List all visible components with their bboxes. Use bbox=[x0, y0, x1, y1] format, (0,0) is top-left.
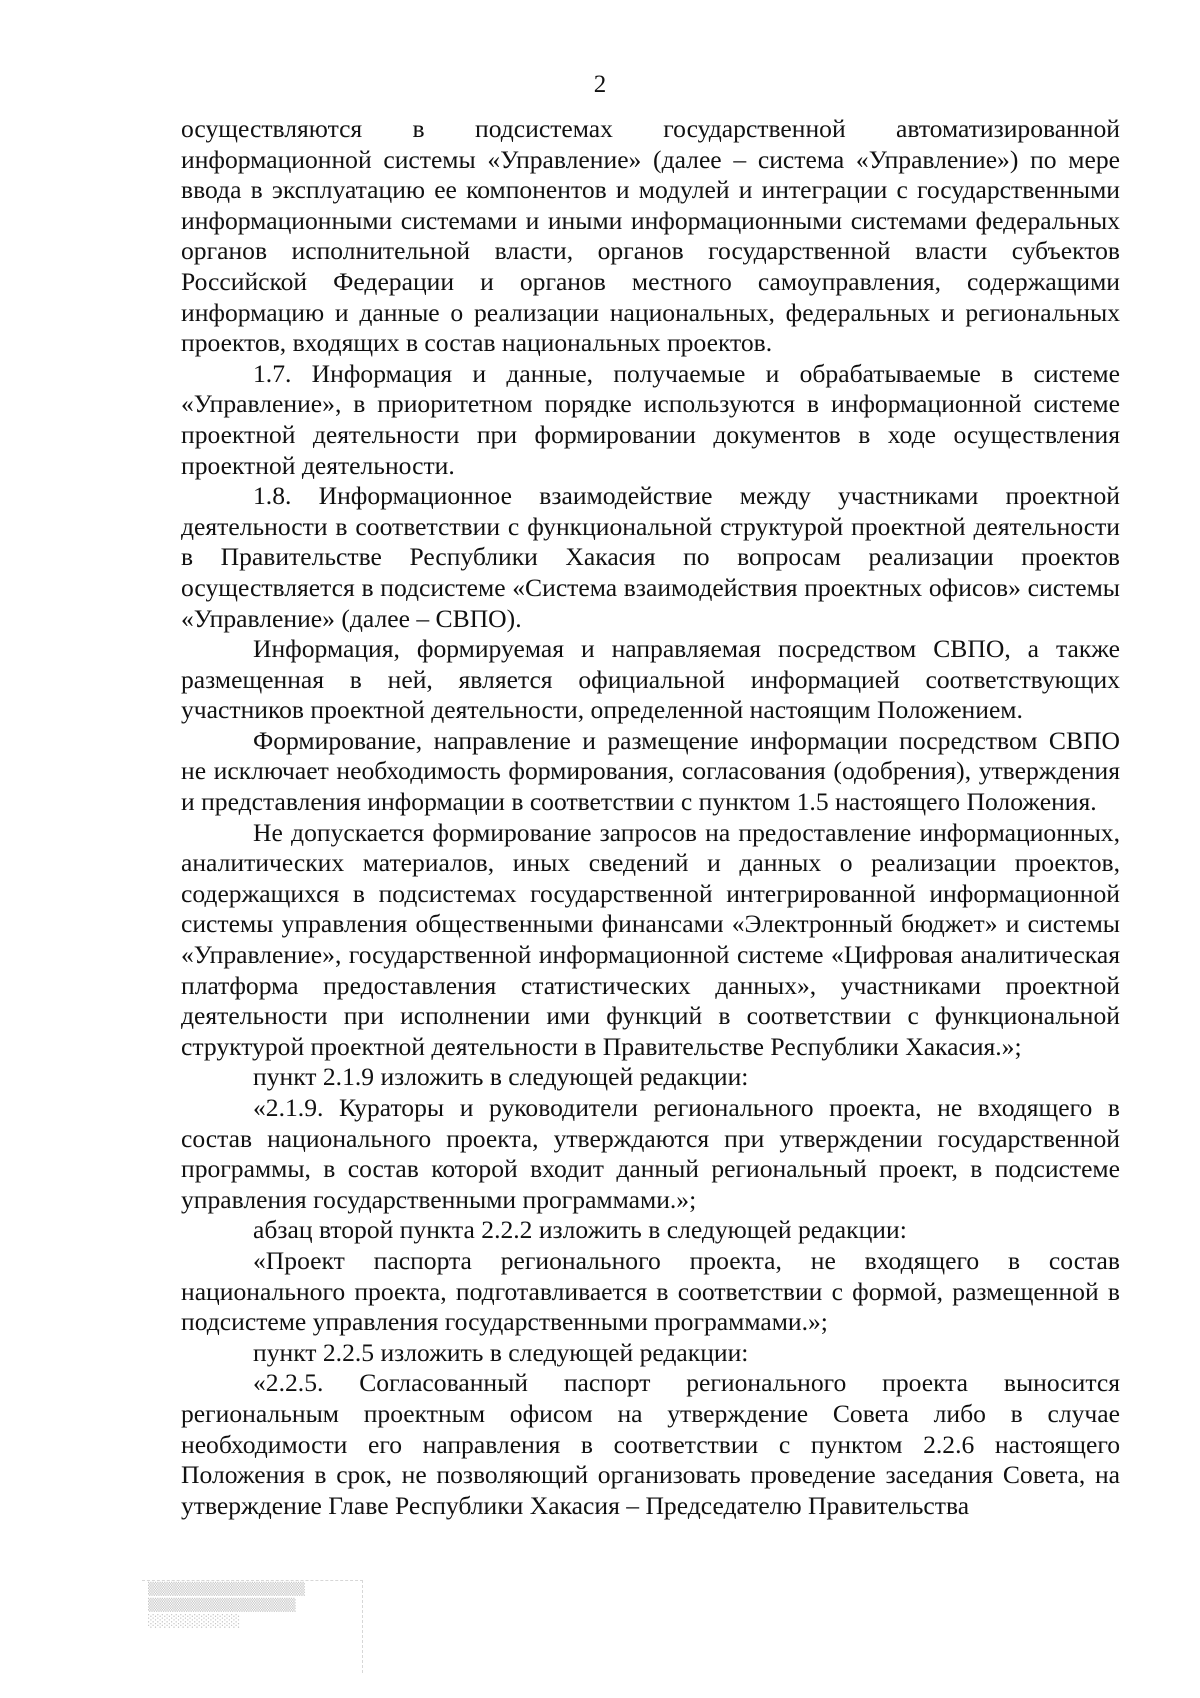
stamp-line: ▒▒▒▒▒▒▒▒▒▒▒▒▒▒▒▒▒ bbox=[148, 1582, 305, 1596]
paragraph-2: 1.7. Информация и данные, получаемые и обрабатываемые в системе «Управление», в приоритетном порядке используются в информационной системе проектной деятельности при формировании документов в ходе осуществления проектной деятельности. bbox=[181, 358, 1120, 480]
paragraph-9: абзац второй пункта 2.2.2 изложить в следующей редакции: bbox=[253, 1215, 907, 1245]
paragraph-11: пункт 2.2.5 изложить в следующей редакции: bbox=[253, 1337, 749, 1367]
stamp-line: ░░░░░░░░░░ bbox=[148, 1614, 241, 1628]
paragraph-4: Информация, формируемая и направляемая посредством СВПО, а также размещенная в ней, является официальной информацией соответствующих участников проектной деятельности, определенной настоящим Положением. bbox=[181, 634, 1120, 725]
faded-stamp-mark bbox=[142, 1580, 363, 1673]
page-number: 2 bbox=[593, 71, 607, 98]
document-body bbox=[181, 114, 1120, 1521]
stamp-line: ▒▒▒▒▒▒▒▒▒▒▒▒▒▒▒▒ bbox=[148, 1598, 296, 1612]
paragraph-1: осуществляются в подсистемах государственной автоматизированной информационной системы «Управление» (далее – система «Управление») по мере ввода в эксплуатацию ее компонентов и модулей и интеграции с государственными информационными системами и иными информационными системами федеральных органов исполнительной власти, органов государственной власти субъектов Российской Федерации и органов местного самоуправления, содержащими информацию и данные о реализации национальных, федеральных и региональных проектов, входящих в состав национальных проектов. bbox=[181, 114, 1120, 358]
paragraph-5: Формирование, направление и размещение информации посредством СВПО не исключает необходимость формирования, согласования (одобрения), утверждения и представления информации в соответствии с пунктом 1.5 настоящего Положения. bbox=[181, 725, 1120, 817]
paragraph-10: «Проект паспорта регионального проекта, не входящего в состав национального проекта, подготавливается в соответствии с формой, размещенной в подсистеме управления государственными программами.»; bbox=[181, 1245, 1120, 1337]
paragraph-12: «2.2.5. Согласованный паспорт регионального проекта выносится региональным проектным офисом на утверждение Совета либо в случае необходимости его направления в соответствии с пунктом 2.2.6 настоящего Положения в срок, не позволяющий организовать проведение заседания Совета, на утверждение Главе Республики Хакасия – Председателю Правительства bbox=[181, 1368, 1120, 1520]
paragraph-6: Не допускается формирование запросов на предоставление информационных, аналитических материалов, иных сведений и данных о реализации проектов, содержащихся в подсистемах государственной интегрированной информационной системы управления общественными финансами «Электронный бюджет» и системы «Управление», государственной информационной системе «Цифровая аналитическая платформа предоставления статистических данных», участниками проектной деятельности при исполнении ими функций в соответствии с функциональной структурой проектной деятельности в Правительстве Республики Хакасия.»; bbox=[181, 817, 1120, 1061]
paragraph-8: «2.1.9. Кураторы и руководители регионального проекта, не входящего в состав национального проекта, утверждаются при утверждении государственной программы, в состав которой входит данный региональный проект, в подсистеме управления государственными программами.»; bbox=[181, 1093, 1120, 1214]
paragraph-7: пункт 2.1.9 изложить в следующей редакции: bbox=[253, 1062, 749, 1092]
paragraph-3: 1.8. Информационное взаимодействие между участниками проектной деятельности в соответствии с функциональной структурой проектной деятельности в Правительстве Республики Хакасия по вопросам реализации проектов осуществляется в подсистеме «Система взаимодействия проектных офисов» системы «Управление» (далее – СВПО). bbox=[181, 481, 1120, 633]
